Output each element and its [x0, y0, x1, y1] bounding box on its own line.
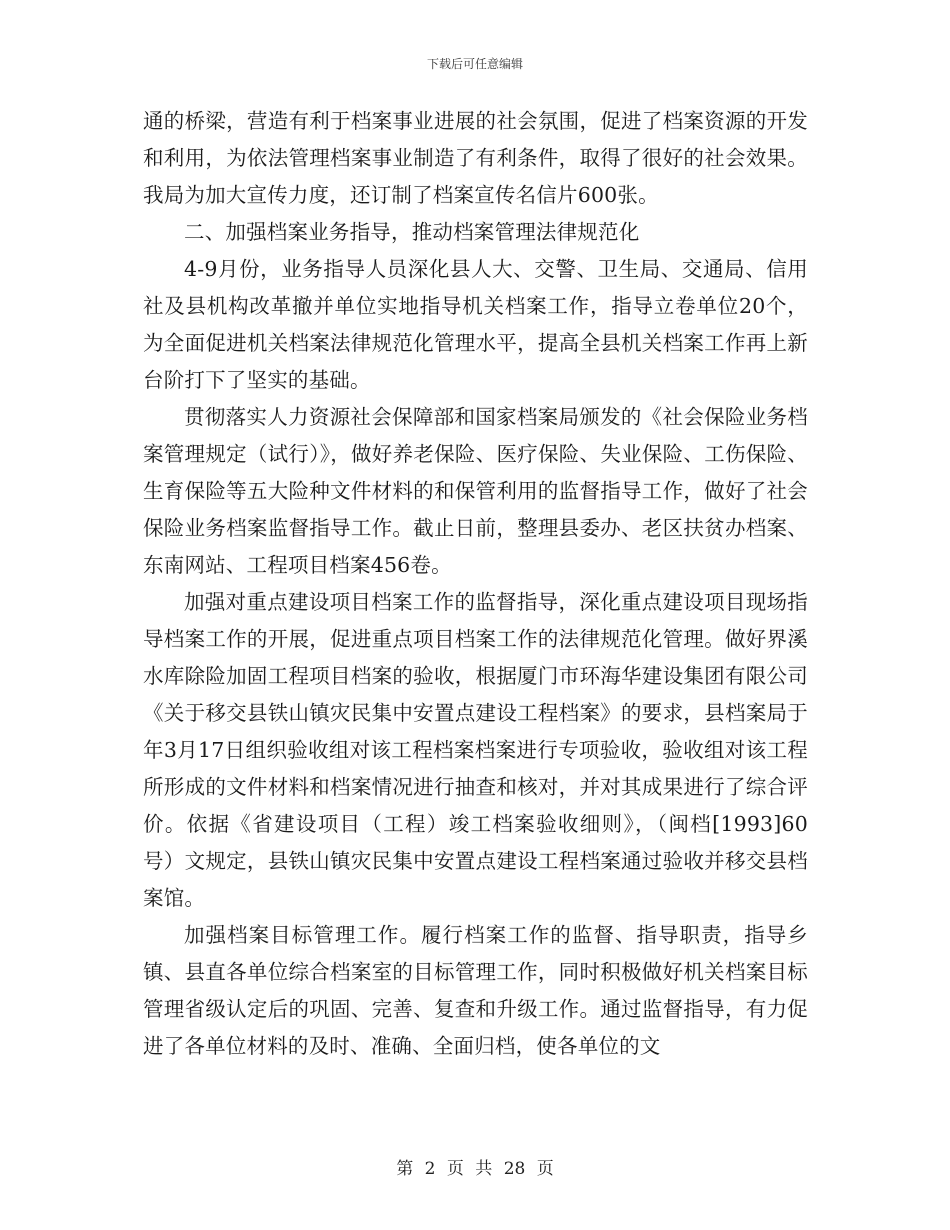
paragraph-key-projects: 加强对重点建设项目档案工作的监督指导，深化重点建设项目现场指导档案工作的开展，促进重点项目档案工作的法律规范化管理。做好界溪水库除险加固工程项目档案的验收，根据厦门市环海华建设集团有限公司《关于移交县铁山镇灾民集中安置点建设工程档案》的要求，县档案局于年3月17日组织验收组对该工程档案档案进行专项验收，验收组对该工程所形成的文件材料和档案情况进行抽查和核对，并对其成果进行了综合评价。依据《省建设项目（工程）竣工档案验收细则》，（闽档[1993]60号）文规定，县铁山镇灾民集中安置点建设工程档案通过验收并移交县档案馆。: [143, 590, 808, 910]
paragraph-social-insurance: 贯彻落实人力资源社会保障部和国家档案局颁发的《社会保险业务档案管理规定（试行）》，做好养老保险、医疗保险、失业保险、工伤保险、生育保险等五大险种文件材料的和保管利用的监督指导工作，做好了社会保险业务档案监督指导工作。截止日前，整理县委办、老区扶贫办档案、东南网站、工程项目档案456卷。: [143, 405, 808, 577]
paragraph-guidance: 4-9月份，业务指导人员深化县人大、交警、卫生局、交通局、信用社及县机构改革撤并单位实地指导机关档案工作，指导立卷单位20个，为全面促进机关档案法律规范化管理水平，提高全县机关档案工作再上新台阶打下了坚实的基础。: [143, 257, 808, 392]
page-number: 第 2 页 共 28 页: [396, 1159, 554, 1179]
page-header-note: 下载后可任意编辑: [426, 57, 523, 71]
document-body: [143, 103, 808, 1065]
section-heading: 二、加强档案业务指导，推动档案管理法律规范化: [184, 220, 640, 244]
paragraph-target-management: 加强档案目标管理工作。履行档案工作的监督、指导职责，指导乡镇、县直各单位综合档案室的目标管理工作，同时积极做好机关档案目标管理省级认定后的巩固、完善、复查和升级工作。通过监督指导，有力促进了各单位材料的及时、准确、全面归档，使各单位的文: [143, 923, 808, 1058]
paragraph-continuation: 通的桥梁，营造有利于档案事业进展的社会氛围，促进了档案资源的开发和利用，为依法管理档案事业制造了有利条件，取得了很好的社会效果。我局为加大宣传力度，还订制了档案宣传名信片600张。: [143, 109, 808, 207]
